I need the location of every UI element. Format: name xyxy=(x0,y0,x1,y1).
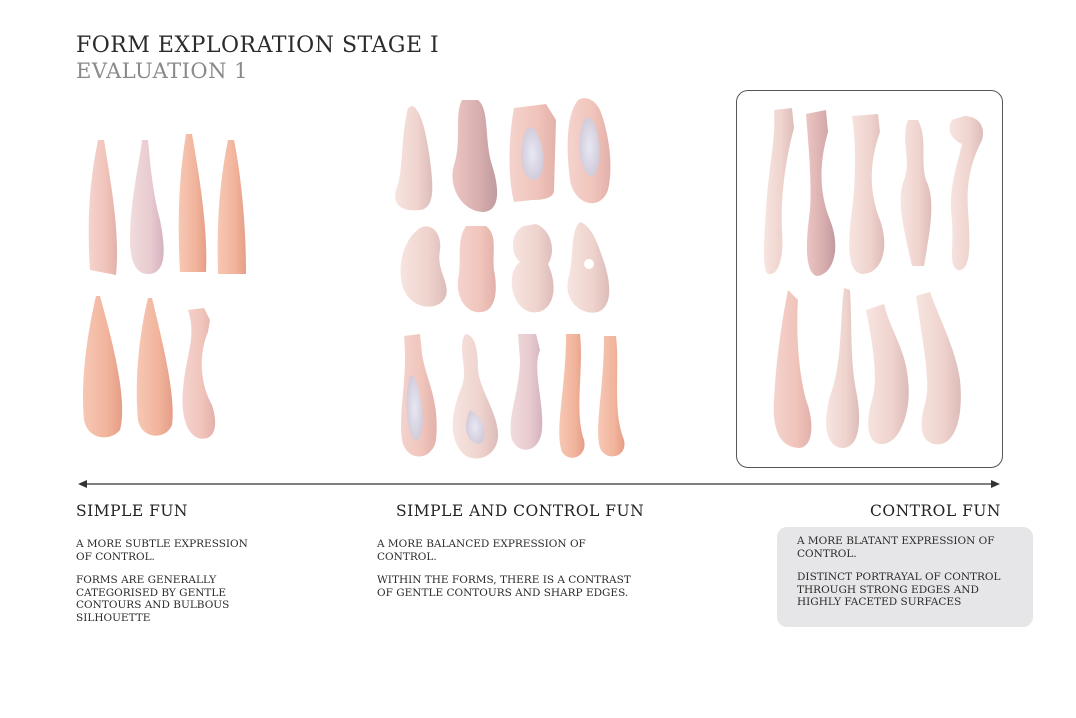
page-title: FORM EXPLORATION STAGE I xyxy=(76,33,440,58)
control-fun-paragraph-1: A MORE BLATANT EXPRESSION OF CONTROL. xyxy=(797,535,995,560)
simple-fun-forms xyxy=(83,134,246,439)
control-fun-description xyxy=(797,535,1022,620)
simple-and-control-fun-paragraph-2: WITHIN THE FORMS, THERE IS A CONTRAST OF GENTLE CONTOURS AND SHARP EDGES. xyxy=(377,574,631,599)
simple-fun-paragraph-2: FORMS ARE GENERALLY CATEGORISED BY GENTLE CONTOURS AND BULBOUS SILHOUETTE xyxy=(76,574,230,624)
simple-and-control-fun-paragraph-1: A MORE BALANCED EXPRESSION OF CONTROL. xyxy=(377,538,586,563)
spectrum-arrow xyxy=(78,478,1000,490)
page-subtitle: EVALUATION 1 xyxy=(76,59,249,83)
simple-fun-paragraph-1: A MORE SUBTLE EXPRESSION OF CONTROL. xyxy=(76,538,248,563)
simple-and-control-fun-forms xyxy=(395,98,624,458)
simple-and-control-fun-heading: SIMPLE AND CONTROL FUN xyxy=(396,502,645,520)
control-fun-paragraph-2: DISTINCT PORTRAYAL OF CONTROL THROUGH STRONG EDGES AND HIGHLY FACETED SURFACES xyxy=(797,571,1001,608)
control-fun-heading: CONTROL FUN xyxy=(870,502,1001,520)
simple-and-control-fun-description xyxy=(377,538,647,610)
simple-fun-heading: SIMPLE FUN xyxy=(76,502,188,520)
control-fun-highlight-frame xyxy=(736,90,1003,468)
simple-fun-description xyxy=(76,538,266,635)
